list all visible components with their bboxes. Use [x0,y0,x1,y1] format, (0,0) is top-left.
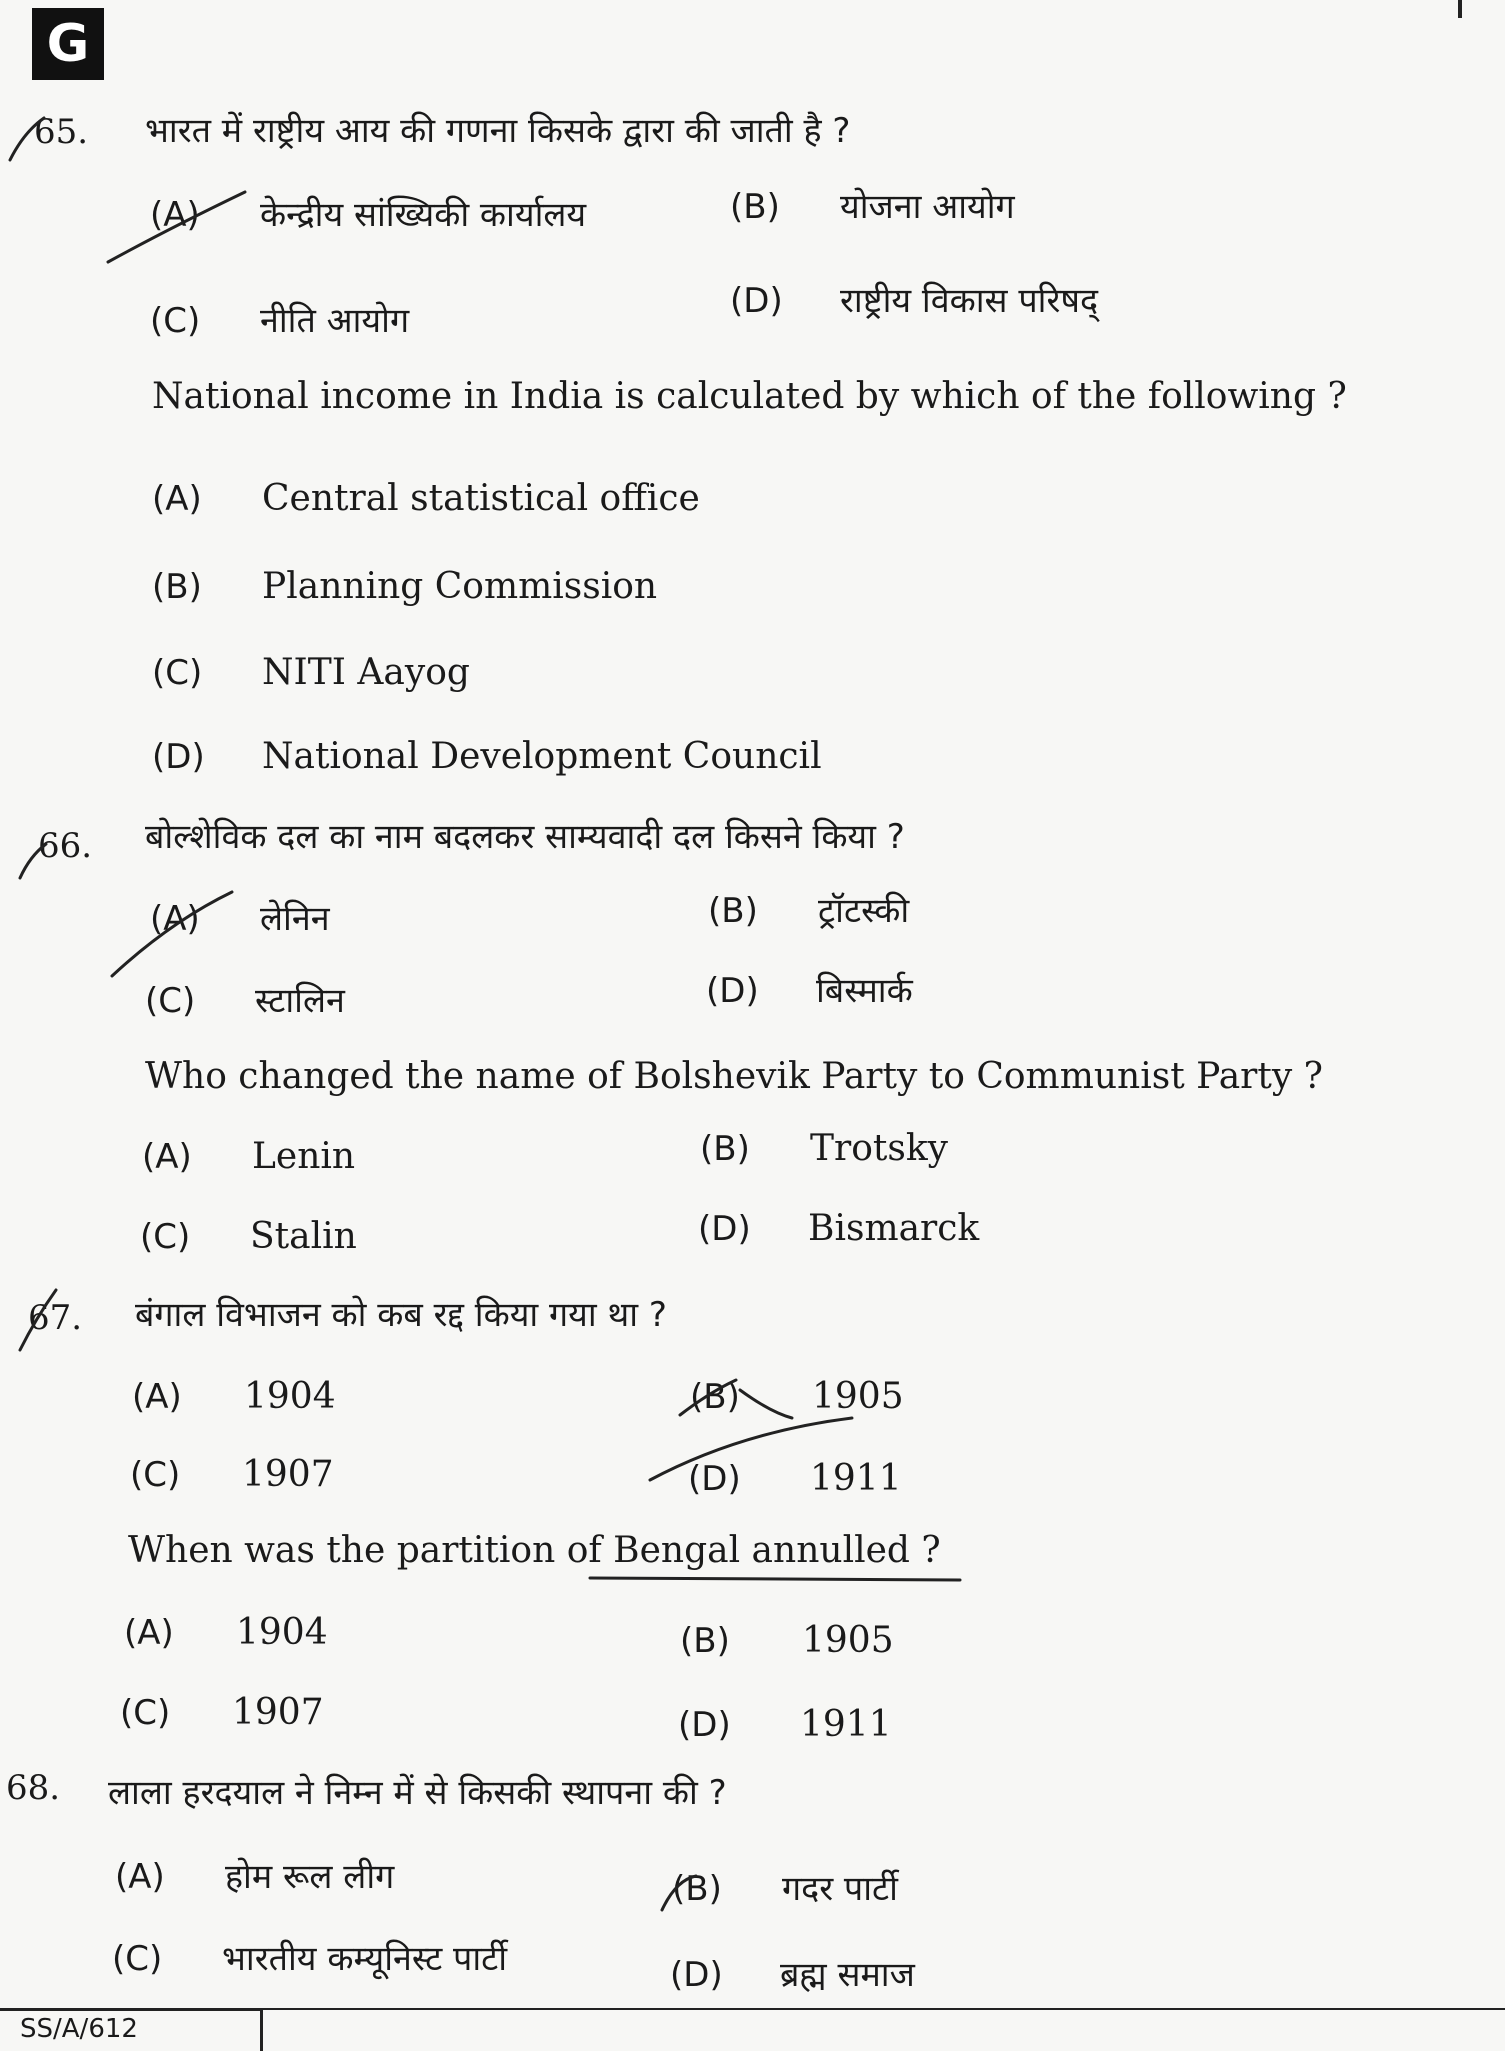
option-a-hindi: (A) होम रूल लीग [115,1857,395,1897]
question-number: 66. [38,826,93,866]
option-d-english: (D) 1911 [678,1704,892,1745]
option-a-hindi: (A) केन्द्रीय सांख्यिकी कार्यालय [150,195,587,235]
question-number: 65. [34,112,89,152]
option-c-hindi: (C) नीति आयोग [150,301,410,341]
option-d-english: (D) National Development Council [152,736,822,777]
option-c-english: (C) Stalin [140,1216,357,1257]
option-b-hindi: (B) गदर पार्टी [672,1869,898,1909]
option-a-hindi: (A) 1904 [132,1376,336,1417]
option-c-hindi: (C) 1907 [130,1454,334,1495]
option-d-english: (D) Bismarck [698,1208,980,1249]
option-a-english: (A) 1904 [124,1612,328,1653]
question-text-english: When was the partition of Bengal annulled ? [128,1530,941,1571]
corner-mark [1458,0,1462,18]
series-badge: G [32,8,104,80]
question-text-hindi: लाला हरदयाल ने निम्न में से किसकी स्थापना की ? [108,1773,727,1813]
option-d-hindi: (D) 1911 [688,1458,902,1499]
option-b-english: (B) Trotsky [700,1128,948,1169]
underline-q67-english [590,1578,960,1580]
question-number: 67. [28,1298,83,1338]
option-c-hindi: (C) भारतीय कम्यूनिस्ट पार्टी [112,1939,508,1979]
option-a-english: (A) Lenin [142,1136,356,1177]
option-b-english: (B) Planning Commission [152,566,658,607]
question-text-english: National income in India is calculated by which of the following ? [152,376,1347,417]
option-b-hindi: (B) ट्रॉटस्की [708,891,910,931]
option-c-english: (C) NITI Aayog [152,652,470,693]
option-b-hindi: (B) योजना आयोग [730,187,1015,227]
option-d-hindi: (D) ब्रह्म समाज [670,1955,915,1995]
question-text-english: Who changed the name of Bolshevik Party to Communist Party ? [145,1056,1323,1097]
question-text-hindi: भारत में राष्ट्रीय आय की गणना किसके द्वारा की जाती है ? [145,111,851,151]
option-b-english: (B) 1905 [680,1620,894,1661]
footer-rule [240,2008,1505,2010]
page-footer-code: SS/A/612 [0,2008,263,2051]
option-d-hindi: (D) राष्ट्रीय विकास परिषद् [730,281,1099,321]
question-text-hindi: बोल्शेविक दल का नाम बदलकर साम्यवादी दल किसने किया ? [145,817,905,857]
question-text-hindi: बंगाल विभाजन को कब रद्द किया गया था ? [135,1295,667,1335]
question-number: 68. [6,1768,61,1808]
option-a-english: (A) Central statistical office [152,478,700,519]
option-d-hindi: (D) बिस्मार्क [706,971,913,1011]
option-a-hindi: (A) लेनिन [150,899,330,939]
option-b-hindi: (B) 1905 [690,1376,904,1417]
option-c-hindi: (C) स्टालिन [145,981,345,1021]
option-c-english: (C) 1907 [120,1692,324,1733]
